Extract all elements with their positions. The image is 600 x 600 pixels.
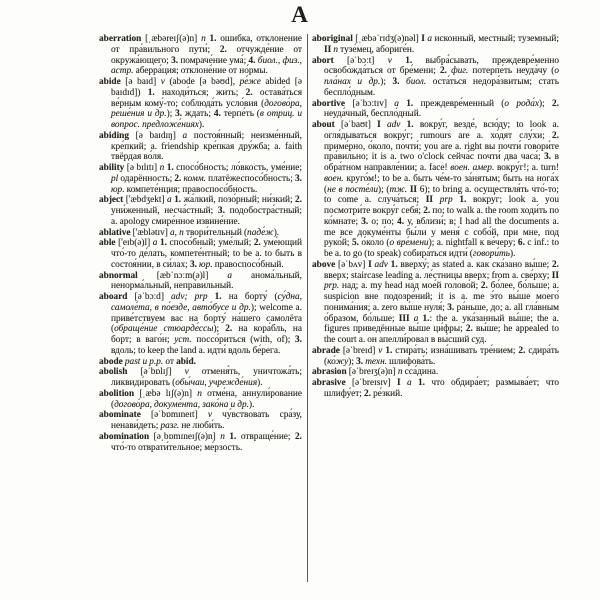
entry-segment: 2. xyxy=(364,388,374,399)
entry-abrasion xyxy=(312,367,559,378)
entry-segment: 3. xyxy=(217,206,230,216)
entry-segment: ). xyxy=(249,399,255,410)
entry-segment: ждать; xyxy=(185,109,214,120)
entry-segment: круго́м!; to be a. быть че́м-то за́нятым; быть на нога́х ( xyxy=(324,173,559,195)
entry-segment: [əˈbʌv] xyxy=(335,259,369,270)
entry-segment: 1. xyxy=(406,98,421,109)
entry-segment: 1. xyxy=(229,431,241,442)
entry-segment: жа́лкий, позо́рный; ни́зкий; xyxy=(183,195,295,206)
entry-segment: a xyxy=(167,195,175,206)
entry-about xyxy=(312,120,559,260)
entry-segment: одарённость; xyxy=(120,173,175,184)
entry-segment: паде́ж xyxy=(247,227,274,238)
entry-segment: не в посте́ли xyxy=(327,184,378,195)
entry-segment: фиг. xyxy=(451,66,473,77)
entry-segment: приме́рно, о́коло, почти́; you are a. right вы почти́ говори́те пра́вильно; it is a. two o'clock сейча́с почти́ два часа́; xyxy=(324,141,559,163)
entry-segment: 2. xyxy=(174,173,184,184)
entry-segment: a xyxy=(182,130,194,141)
entry-segment: 1. xyxy=(422,313,430,324)
entry-abolition xyxy=(99,389,302,411)
entry-segment: 3. xyxy=(295,173,302,184)
entry-segment: I xyxy=(421,34,428,44)
entry-segment: не люби́ть. xyxy=(181,421,225,431)
entry-segment: 2. xyxy=(551,98,559,109)
entry-segment: (abode [ə bəʊd], xyxy=(169,77,240,87)
entry-segment: [əˈbɔːt] xyxy=(333,55,388,66)
entry-segment: что́-то отврати́тельное; ме́рзость. xyxy=(111,442,243,453)
entry-segment: 2. xyxy=(295,195,302,206)
entry-segment: в отриц. и вопрос. предложе́ниях xyxy=(111,109,302,130)
entry-segment: : the a. ука́занный вы́ше; the a. figures приведённые вы́ше ци́фры; xyxy=(324,313,559,335)
entry-segment: a xyxy=(413,313,423,324)
entry-segment: на кора́бль, на борт; в ваго́н; xyxy=(111,324,302,345)
entry-segment: II xyxy=(409,184,420,195)
entry-segment: отвраще́ние; xyxy=(240,431,295,442)
entry-segment: [əˈbɒlɪʃ] xyxy=(127,367,185,378)
entry-segment: II xyxy=(551,270,559,281)
entry-segment: 3. xyxy=(189,259,200,270)
entry-segment: 1. xyxy=(166,163,177,173)
entry-segment: биол., физ., астр. xyxy=(111,55,302,77)
entry-segment: 2. xyxy=(518,345,529,356)
entry-segment: платёжеспосо́бность; xyxy=(208,173,296,184)
entry-segment: отменя́ть, уничтожа́ть; ликвиди́ровать ( xyxy=(111,367,302,388)
entry-segment: над; a. my head над мое́й голово́й; xyxy=(341,281,481,292)
entry-segment: иско́нный, ме́стный; тузе́мный; xyxy=(434,34,559,44)
entry-segment: выбра́сывать, преждевре́менно освобожда́ться от бре́мени; xyxy=(324,55,559,77)
entry-segment: [ə bɪlɪtɪ] xyxy=(124,163,160,173)
entry-segment: 2. xyxy=(253,238,264,249)
entry-segment: ); xyxy=(348,356,357,367)
entry-segment: a xyxy=(427,34,435,44)
entry-abject xyxy=(99,195,302,227)
entry-abort xyxy=(312,56,559,99)
entry-segment: ); xyxy=(380,77,393,87)
entry-segment: ablative xyxy=(99,227,131,238)
entry-segment: биол. xyxy=(406,77,433,87)
entry-segment: ); welcome a. приве́тствуем вас на борту́ на́шего самолёта ( xyxy=(111,302,302,335)
entry-segment: [əˈbɔːd] xyxy=(127,292,172,302)
entry-segment: ); xyxy=(213,324,226,335)
entry-segment: above xyxy=(312,259,336,270)
entry-abortive xyxy=(312,99,559,121)
entry-ability xyxy=(99,163,302,195)
entry-segment: правоспосо́бный. xyxy=(214,259,284,270)
entry-segment: I xyxy=(397,378,408,388)
entry-segment: отме́на, аннули́рование ( xyxy=(111,388,302,410)
entry-segment: спосо́бный; уме́лый; xyxy=(169,238,254,249)
entry-segment: n xyxy=(397,367,405,378)
entry-segment: a xyxy=(152,238,160,249)
entry-segment: 5. xyxy=(351,238,362,249)
entry-segment: 2. xyxy=(295,431,302,442)
entry-segment: 2. xyxy=(219,44,237,55)
entry-segment: вокру́г!; a. turn! xyxy=(496,163,559,173)
entry-segment: догово́ра, реше́ния и др. xyxy=(111,98,302,120)
entry-segment: комм. xyxy=(183,173,209,184)
entry-abnormal xyxy=(99,271,302,293)
entry-segment: a, n xyxy=(170,227,186,238)
entry-segment: ). xyxy=(510,249,516,259)
entry-segment: вы́ше; he appealed to the court a. он апелли́ровал в вы́сший суд. xyxy=(324,324,559,345)
entry-abode xyxy=(99,357,302,368)
entry-segment: ). xyxy=(257,378,263,388)
entry-segment: n xyxy=(201,34,210,44)
entry-segment: воен. амер. xyxy=(450,163,497,173)
text-columns xyxy=(99,34,559,584)
entry-segment: [ˌæbəˈrɪdʒ(ə)nəl] xyxy=(352,34,422,44)
entry-segment: уме́ющий что́-то де́лать, компете́нтный; to be a. to быть в состоя́нии, в си́лах; xyxy=(111,238,302,270)
entry-segment: ре́зкий. xyxy=(373,388,403,399)
column-divider-rule xyxy=(307,34,308,582)
entry-segment: помраче́ние ума́; xyxy=(180,55,249,66)
entry-segment: отчужде́ние от окружа́ющего; xyxy=(111,44,302,66)
entry-segment: abrade xyxy=(312,345,340,356)
entry-segment: [ˌæbəreɪʃ(ə)n] xyxy=(141,34,202,44)
entry-aberration xyxy=(99,34,302,77)
entry-segment: a xyxy=(394,98,407,109)
entry-segment: v xyxy=(184,367,202,378)
entry-segment: говори́ть xyxy=(472,249,510,259)
entry-segment: о́коло ( xyxy=(361,238,390,249)
entry-segment: ); xyxy=(166,109,176,120)
right-column xyxy=(312,34,559,584)
entry-segment: твори́тельный ( xyxy=(185,227,248,238)
entry-segment: able xyxy=(99,238,116,249)
entry-segment: abject xyxy=(99,195,124,206)
entry-segment: ); ( xyxy=(377,184,390,195)
entry-segment: abnormal xyxy=(99,270,138,281)
entry-segment: о рода́х xyxy=(504,98,539,109)
entry-segment: 1. xyxy=(214,292,229,302)
entry-segment: 6. xyxy=(517,238,528,249)
entry-segment: n xyxy=(197,388,208,399)
entry-segment: [əˈbreɪʒ(ə)n] xyxy=(346,367,398,378)
entry-segment: по; to walk a. the room ходи́ть по ко́мнате; xyxy=(324,206,559,227)
entry-segment: [əˈbɔːtɪv] xyxy=(345,98,395,109)
entry-segment: догово́ра, докуме́нта, зако́на и др. xyxy=(114,399,249,410)
entry-segment: 1. xyxy=(418,378,432,388)
entry-segment: в обра́тном направле́нии; a. face! xyxy=(324,152,559,173)
entry-segment: 2. xyxy=(440,66,452,77)
entry-segment: 4. xyxy=(213,109,224,120)
entry-segment: abide xyxy=(99,77,121,87)
entry-segment: [əˈbɒmɪneɪt] xyxy=(140,410,208,421)
entry-segment: n xyxy=(159,163,167,173)
entry-segment: спосо́бность; ло́вкость, уме́ние; xyxy=(176,163,302,173)
entry-segment: about xyxy=(312,120,335,130)
entry-segment: вокру́г, везде́, всю́ду; to look a. огля́дываться вокру́г; rumours are a. хо́дят слу́хи; xyxy=(324,120,559,141)
entry-segment: 6); to bring a. осуществля́ть что́-то; to come a. случа́ться; xyxy=(324,184,559,206)
entry-segment: остава́ться ве́рным кому́-то; соблюда́ть усло́вия ( xyxy=(111,87,302,109)
entry-segment: 1. xyxy=(147,87,162,98)
entry-segment: тж. xyxy=(389,184,410,195)
entry-segment: [ˌæbə lɪʃ(ə)n] xyxy=(134,388,198,399)
entry-segment: разг. xyxy=(160,421,182,431)
entry-segment: ре́же xyxy=(239,77,266,87)
entry-abrade xyxy=(312,346,559,368)
entry-segment: о вре́мени xyxy=(389,238,429,249)
entry-segment: ['æbdʒekt] xyxy=(123,195,168,206)
entry-above xyxy=(312,260,559,346)
entry-segment: adv xyxy=(374,259,391,270)
entry-segment: воен. xyxy=(324,173,347,184)
entry-segment: 1. xyxy=(209,34,221,44)
entry-segment: v xyxy=(207,410,223,421)
entry-segment: v xyxy=(378,345,386,356)
entry-segment: постоя́нный; неизме́нный, кре́пкий; a. friendship кре́пкая дру́жба; a. faith твёрдая во́ля. xyxy=(111,130,302,163)
entry-segment: abid. xyxy=(176,356,196,367)
entry-segment: о; по; xyxy=(371,216,398,227)
entry-segment: ability xyxy=(99,163,125,173)
entry-segment: 2. xyxy=(245,87,260,98)
entry-abominate xyxy=(99,410,302,432)
entry-segment: v xyxy=(387,55,406,66)
entry-segment: I xyxy=(368,259,375,270)
entry-segment: о пла́нах и др. xyxy=(324,66,559,87)
entry-segment: 1. xyxy=(406,120,420,130)
entry-segment: подобостра́стный; a. apology смире́нное извине́ние. xyxy=(111,206,302,227)
entry-segment: 2. xyxy=(423,206,433,216)
entry-aboriginal xyxy=(312,34,559,56)
entry-segment: abrasive xyxy=(312,378,346,388)
entry-segment: pl xyxy=(111,173,121,184)
entry-segment: 3. xyxy=(295,335,302,345)
entry-segment: бо́лее, бо́льше; a. suspicion вне подозре́ний; it is a. me э́то вы́ше моего́ понима́ния; a. zero вы́ше нуля́; xyxy=(324,281,559,313)
entry-segment: aboard xyxy=(99,292,128,302)
entry-segment: [əˈbreɪsɪv] xyxy=(345,378,398,388)
entry-segment: 4. xyxy=(248,55,258,66)
entry-segment: вокру́г; look a. you посмотри́те вокру́г себя́; xyxy=(324,195,559,216)
entry-segment: 2. xyxy=(552,130,559,141)
entry-segment: 3. xyxy=(392,77,407,87)
entry-ablative xyxy=(99,228,302,239)
entry-segment: abolish xyxy=(99,367,128,378)
entry-abiding xyxy=(99,131,302,163)
entry-segment: [əˈbaʊt] xyxy=(334,120,378,130)
entry-segment: тузе́мец, абориге́н. xyxy=(340,44,415,55)
entry-segment: v xyxy=(160,77,170,87)
entry-segment: обы́чаи, учрежде́ния xyxy=(175,378,258,388)
entry-segment: [əˌbɒmɪneɪʃ(ə)n] xyxy=(149,431,221,442)
entry-segment: стира́ть; изна́шивать тре́нием; xyxy=(395,345,519,356)
entry-segment: ра́ньше, до; a. all гла́вным о́бразом, бо́льше; xyxy=(324,302,559,324)
entry-segment: неуда́чный, беспло́дный. xyxy=(324,109,422,120)
entry-segment: вверху́; as stated a. как ска́зано вы́ше; xyxy=(400,259,553,270)
entry-segment: вдоль; to keep the land a. идти́ вдоль бе́рега. xyxy=(111,345,281,356)
entry-segment: n xyxy=(333,44,341,55)
entry-segment: aboriginal xyxy=(312,34,353,44)
entry-segment: II xyxy=(324,44,334,55)
entry-segment: [əˈbreɪd] xyxy=(339,345,379,356)
entry-segment: abortive xyxy=(312,98,346,109)
entry-segment: чу́вствовать сра́зу, ненави́деть; xyxy=(111,410,302,431)
entry-segment: III xyxy=(398,313,414,324)
entry-segment: шлифова́ть. xyxy=(389,356,436,367)
entry-segment: потерпе́ть неуда́чу ( xyxy=(472,66,555,77)
entry-segment: 1. xyxy=(459,195,473,206)
entry-segment: терпе́ть ( xyxy=(223,109,260,120)
entry-segment: 1. xyxy=(174,195,184,206)
entry-segment: преждевре́менный ( xyxy=(420,98,505,109)
left-column xyxy=(99,34,302,584)
entry-segment: 2. xyxy=(480,281,491,292)
entry-segment: [ə baɪd] xyxy=(120,77,161,87)
entry-segment: ). xyxy=(273,227,280,238)
entry-segment: abrasion xyxy=(312,367,347,378)
entry-segment: 2. xyxy=(465,324,477,335)
entry-segment: 2. xyxy=(225,324,239,335)
entry-segment: техн. xyxy=(365,356,390,367)
entry-segment: оста́ться недора́звитым; стать беспло́дным. xyxy=(324,77,559,98)
entry-segment: на борту́ ( xyxy=(228,292,278,302)
entry-segment: past и p.p. xyxy=(124,356,166,367)
entry-segment: 3. xyxy=(171,55,181,66)
entry-segment: abiding xyxy=(99,130,129,141)
entry-segment: у, вблизи́; в; I had all the documents a. me все докуме́нты бы́ли у меня́ с собо́й, при мне, под руко́й; xyxy=(324,216,559,249)
entry-abide xyxy=(99,77,302,131)
entry-segment: 2. xyxy=(552,259,559,270)
entry-segment: вверх; staircase leading a. ле́стницы вверх; from a. све́рху; xyxy=(324,270,552,281)
entry-segment: adv; prp xyxy=(171,292,215,302)
entry-segment: поссо́риться (with, of); xyxy=(196,335,296,345)
entry-segment: обраще́ние стюарде́ссы xyxy=(114,324,214,335)
entry-segment: юр. xyxy=(199,259,215,270)
entry-segment: 3. xyxy=(544,152,555,163)
entry-segment: ); a. nightfall к ве́черу; xyxy=(428,238,518,249)
entry-abolish xyxy=(99,367,302,389)
entry-segment: 1. xyxy=(159,238,170,249)
entry-segment: adv xyxy=(386,120,407,130)
entry-segment: prp xyxy=(439,195,460,206)
entry-segment: abolition xyxy=(99,388,135,399)
entry-segment: ); xyxy=(538,98,552,109)
entry-segment: aberration xyxy=(99,34,142,44)
entry-segment: ['eɪb(ə)l] xyxy=(115,238,153,249)
entry-segment: 1. xyxy=(385,345,396,356)
entry-segment: abominate xyxy=(99,410,141,421)
entry-segment: юр. xyxy=(111,184,127,195)
entry-segment: 3. xyxy=(361,216,372,227)
entry-segment: с inf.: to be a. to go (to speak) собира́ться идти́ ( xyxy=(324,238,559,259)
entry-segment: сса́дина. xyxy=(404,367,439,378)
entry-segment: ['æblətɪv] xyxy=(130,227,171,238)
entry-segment: ко́жу xyxy=(327,356,349,367)
entry-segment: I xyxy=(377,120,387,130)
entry-abomination xyxy=(99,432,302,454)
entry-segment: a xyxy=(227,270,251,281)
entry-segment: abided [ə baɪdɪd]) xyxy=(111,77,302,98)
entry-segment: n xyxy=(220,431,230,442)
entry-segment: су́дна, самоле́та, в по́езде, авто́бусе и др. xyxy=(111,292,302,313)
entry-segment: abort xyxy=(312,55,334,66)
entry-segment: prp. xyxy=(324,281,342,292)
entry-segment: оши́бка, отклоне́ние от пра́вильного пути́; xyxy=(111,34,302,55)
section-letter-heading: A xyxy=(291,2,309,27)
entry-segment: 3. xyxy=(447,302,457,313)
entry-segment: анома́льный, ненорма́льный, непра́вильный. xyxy=(111,270,302,292)
entry-segment: аберра́ция; отклоне́ние от но́рмы. xyxy=(135,66,268,77)
entry-segment: 3. xyxy=(356,356,366,367)
entry-segment: уст. xyxy=(174,335,197,345)
entry-segment: a xyxy=(407,378,419,388)
entry-able xyxy=(99,238,302,270)
entry-segment: 1. xyxy=(390,259,401,270)
entry-segment: ). xyxy=(198,120,205,130)
entry-abrasive xyxy=(312,378,559,400)
entry-segment: сдира́ть ( xyxy=(324,345,559,367)
entry-segment: находи́ться; жить; xyxy=(161,87,246,98)
entry-segment: abode xyxy=(99,356,123,367)
entry-segment: [æbˈnɔːm(ə)l] xyxy=(137,270,228,281)
entry-aboard xyxy=(99,292,302,357)
entry-segment: II xyxy=(425,195,440,206)
entry-segment: 1. xyxy=(405,55,426,66)
entry-segment: 3. xyxy=(175,109,186,120)
entry-segment: 4. xyxy=(397,216,408,227)
entry-segment: от xyxy=(165,356,177,367)
entry-segment: abomination xyxy=(99,431,150,442)
entry-segment: что обдира́ет; размыва́ет; что шлифу́ет; xyxy=(324,378,559,399)
entry-segment: [ə baɪdɪŋ] xyxy=(128,130,183,141)
entry-segment: уни́женный, несча́стный; xyxy=(111,206,218,216)
entry-segment: компете́нция; правоспосо́бность. xyxy=(126,184,258,195)
